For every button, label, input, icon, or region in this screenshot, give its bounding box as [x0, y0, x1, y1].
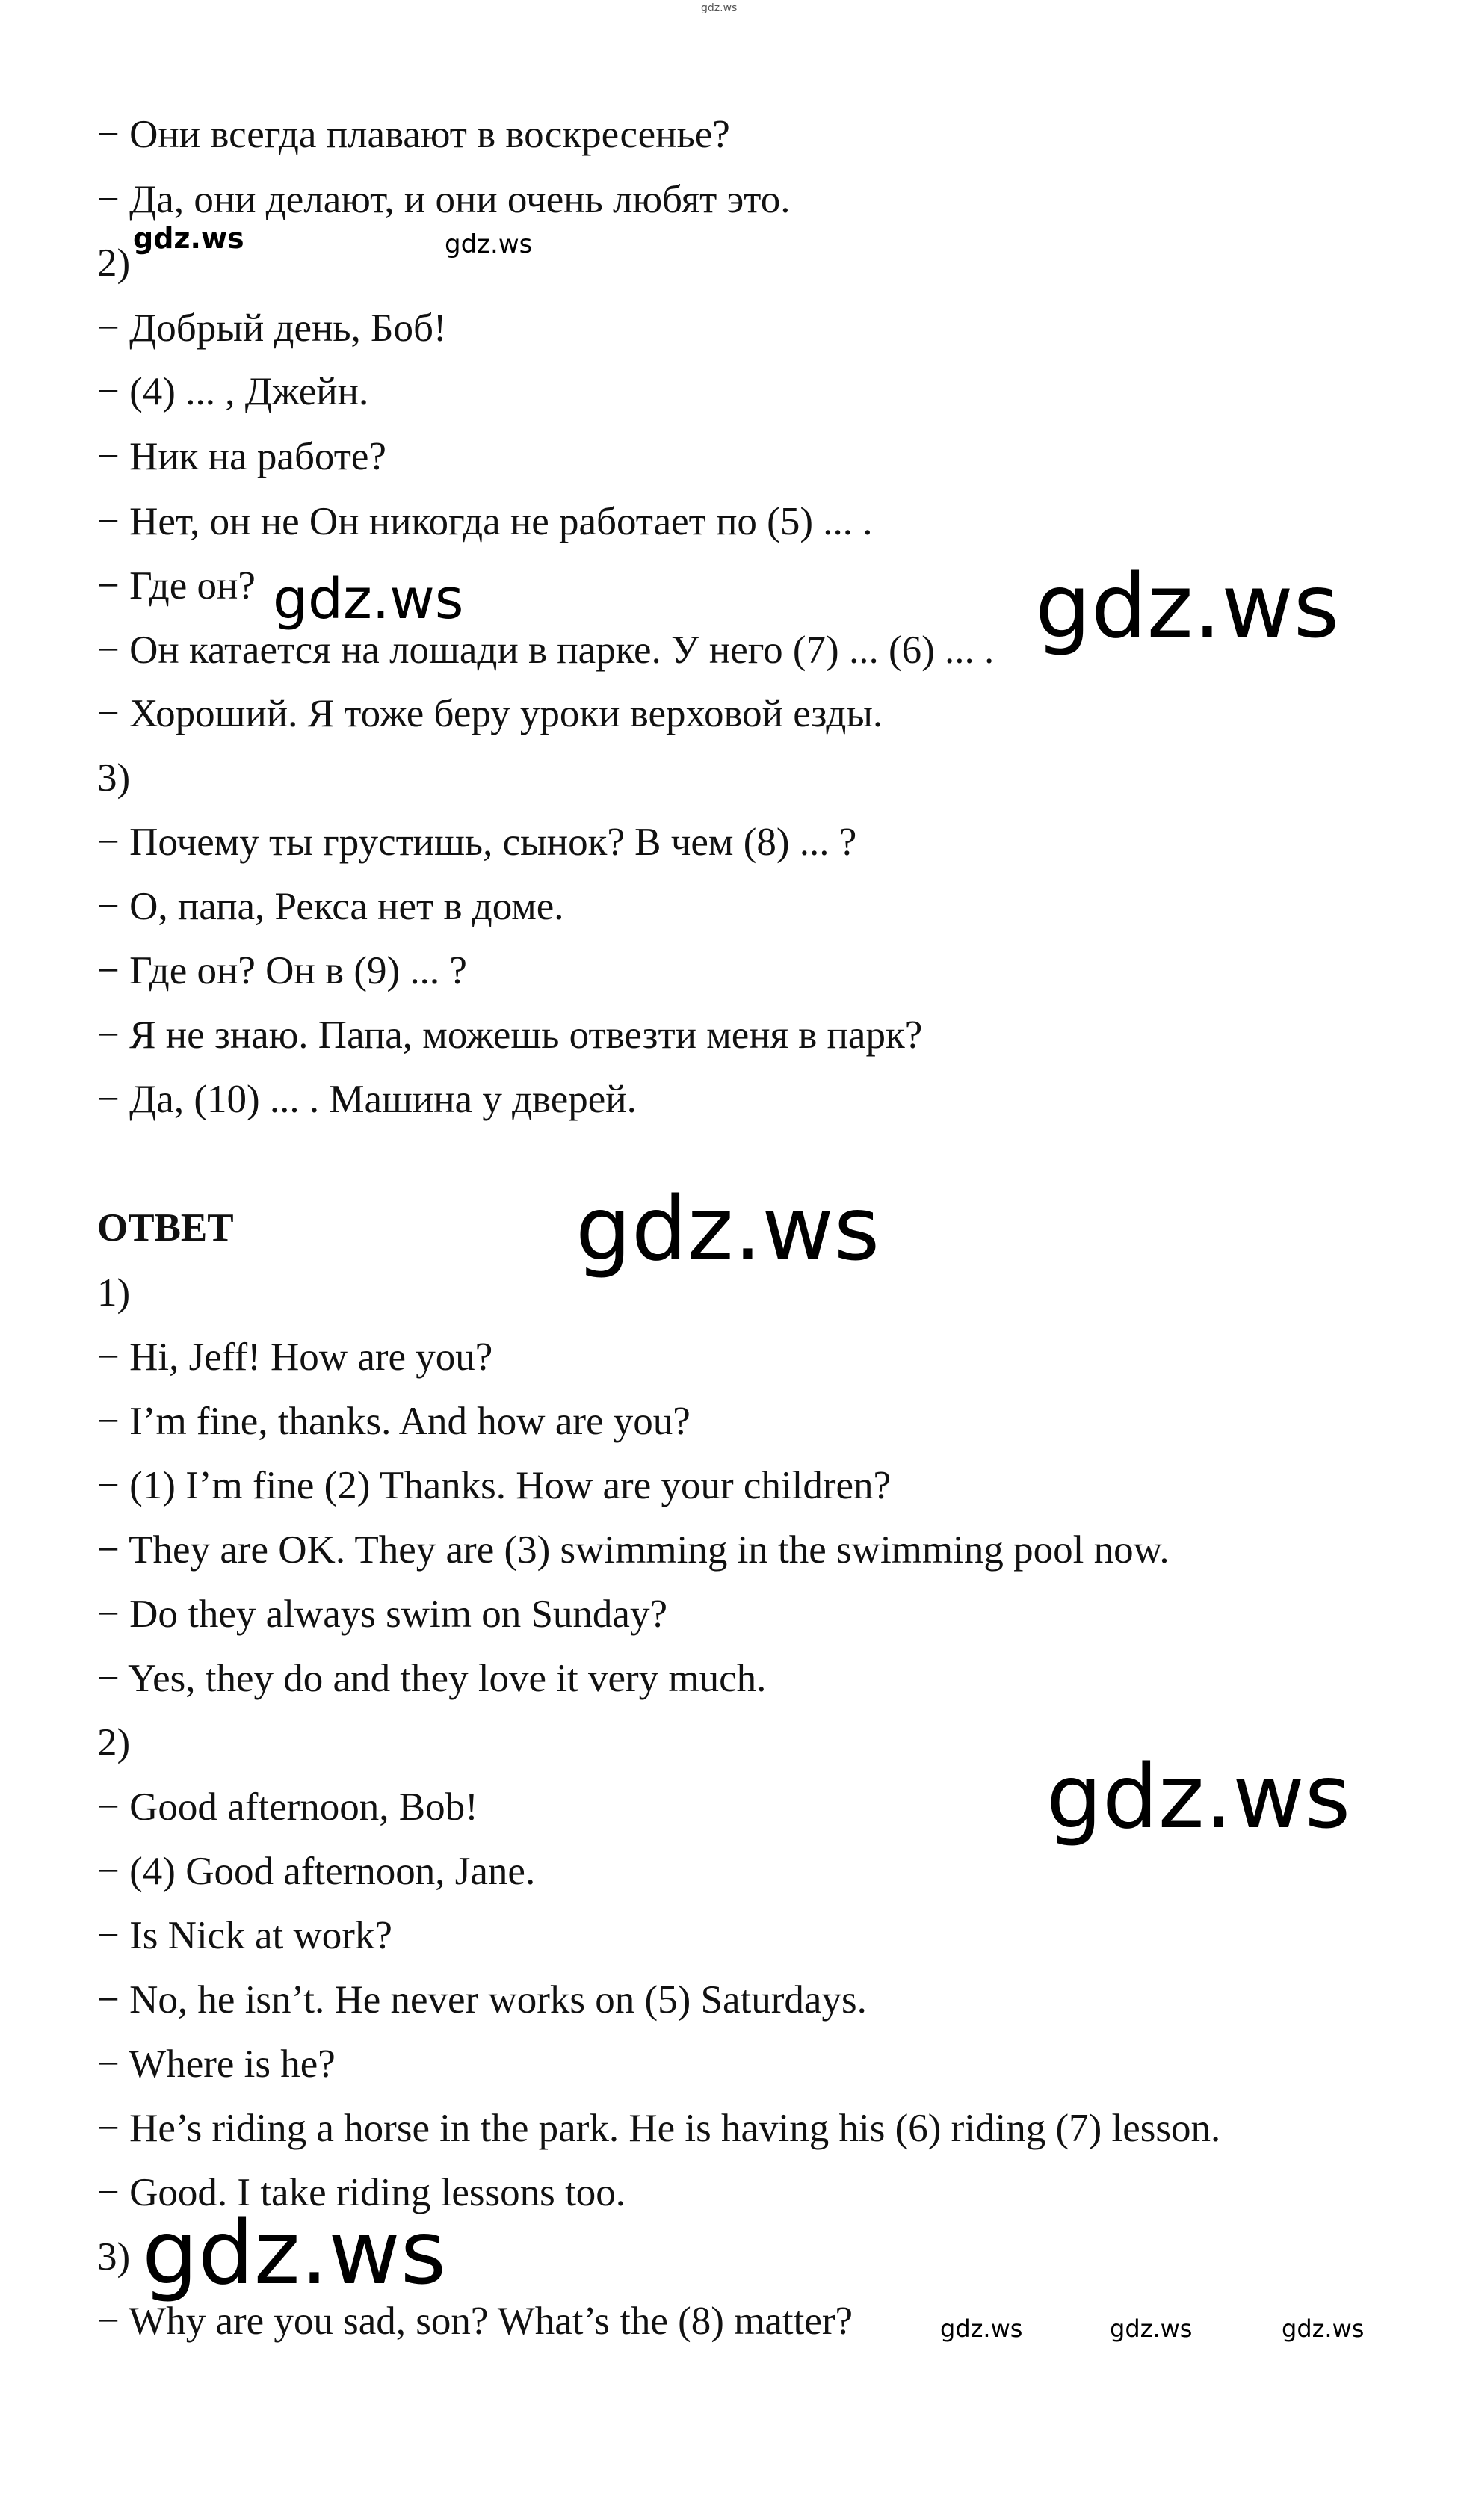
section-number: 1) — [97, 1271, 131, 1315]
text-line: − Нет, он не Он никогда не работает по (5) ... . — [97, 500, 873, 543]
text-line: − Да, они делают, и они очень любят это. — [97, 178, 791, 221]
watermark-logo: gdz.ws — [1035, 555, 1340, 658]
text-line: − Do they always swim on Sunday? — [97, 1593, 667, 1636]
text-line: − Good. I take riding lessons too. — [97, 2171, 626, 2214]
section-number: 3) — [97, 756, 131, 800]
text-line: − Yes, they do and they love it very much. — [97, 1657, 767, 1700]
text-line: − No, he isn’t. He never works on (5) Saturdays. — [97, 1978, 867, 2022]
text-line: − Хороший. Я тоже беру уроки верховой езды. — [97, 692, 883, 735]
watermark-logo: gdz.ws — [701, 2, 738, 14]
text-line: − Почему ты грустишь, сынок? В чем (8) ... ? — [97, 821, 857, 864]
text-line: − Добрый день, Боб! — [97, 306, 447, 350]
watermark-logo: gdz.ws — [1282, 2314, 1365, 2343]
watermark-logo: gdz.ws — [273, 567, 464, 631]
watermark-logo: gdz.ws — [133, 222, 244, 255]
text-line: − Why are you sad, son? What’s the (8) matter? — [97, 2300, 853, 2343]
text-line: − Они всегда плавают в воскресенье? — [97, 113, 730, 156]
watermark-logo: gdz.ws — [1110, 2314, 1193, 2343]
text-line: − Good afternoon, Bob! — [97, 1785, 478, 1829]
text-line: − Is Nick at work? — [97, 1914, 392, 1957]
text-line: − He’s riding a horse in the park. He is having his (6) riding (7) lesson. — [97, 2107, 1221, 2150]
text-line: − I’m fine, thanks. And how are you? — [97, 1400, 691, 1443]
text-line: − Где он? — [97, 564, 256, 608]
text-line: − (4) Good afternoon, Jane. — [97, 1850, 536, 1893]
watermark-logo: gdz.ws — [1046, 1745, 1351, 1848]
section-number: 2) — [97, 1721, 131, 1764]
text-line: − They are OK. They are (3) swimming in the swimming pool now. — [97, 1528, 1170, 1572]
text-line: − Я не знаю. Папа, можешь отвезти меня в парк? — [97, 1013, 923, 1057]
text-line: − Ник на работе? — [97, 435, 386, 478]
text-line: − Where is he? — [97, 2042, 336, 2086]
watermark-logo: gdz.ws — [142, 2201, 447, 2304]
section-number: 2) — [97, 241, 131, 285]
text-line: − О, папа, Рекса нет в доме. — [97, 885, 564, 928]
watermark-logo: gdz.ws — [940, 2314, 1023, 2343]
text-line: − Он катается на лошади в парке. У него (7) ... (6) ... . — [97, 629, 995, 672]
text-line: − (1) I’m fine (2) Thanks. How are your children? — [97, 1464, 892, 1507]
section-number: 3) — [97, 2235, 131, 2279]
watermark-logo: gdz.ws — [445, 229, 533, 259]
text-line: − Hi, Jeff! How are you? — [97, 1335, 493, 1379]
text-line: − Да, (10) ... . Машина у дверей. — [97, 1078, 637, 1121]
text-line: − Где он? Он в (9) ... ? — [97, 949, 467, 992]
text-line: − (4) ... , Джейн. — [97, 370, 369, 413]
watermark-logo: gdz.ws — [575, 1177, 880, 1280]
answer-heading: ОТВЕТ — [97, 1206, 234, 1250]
